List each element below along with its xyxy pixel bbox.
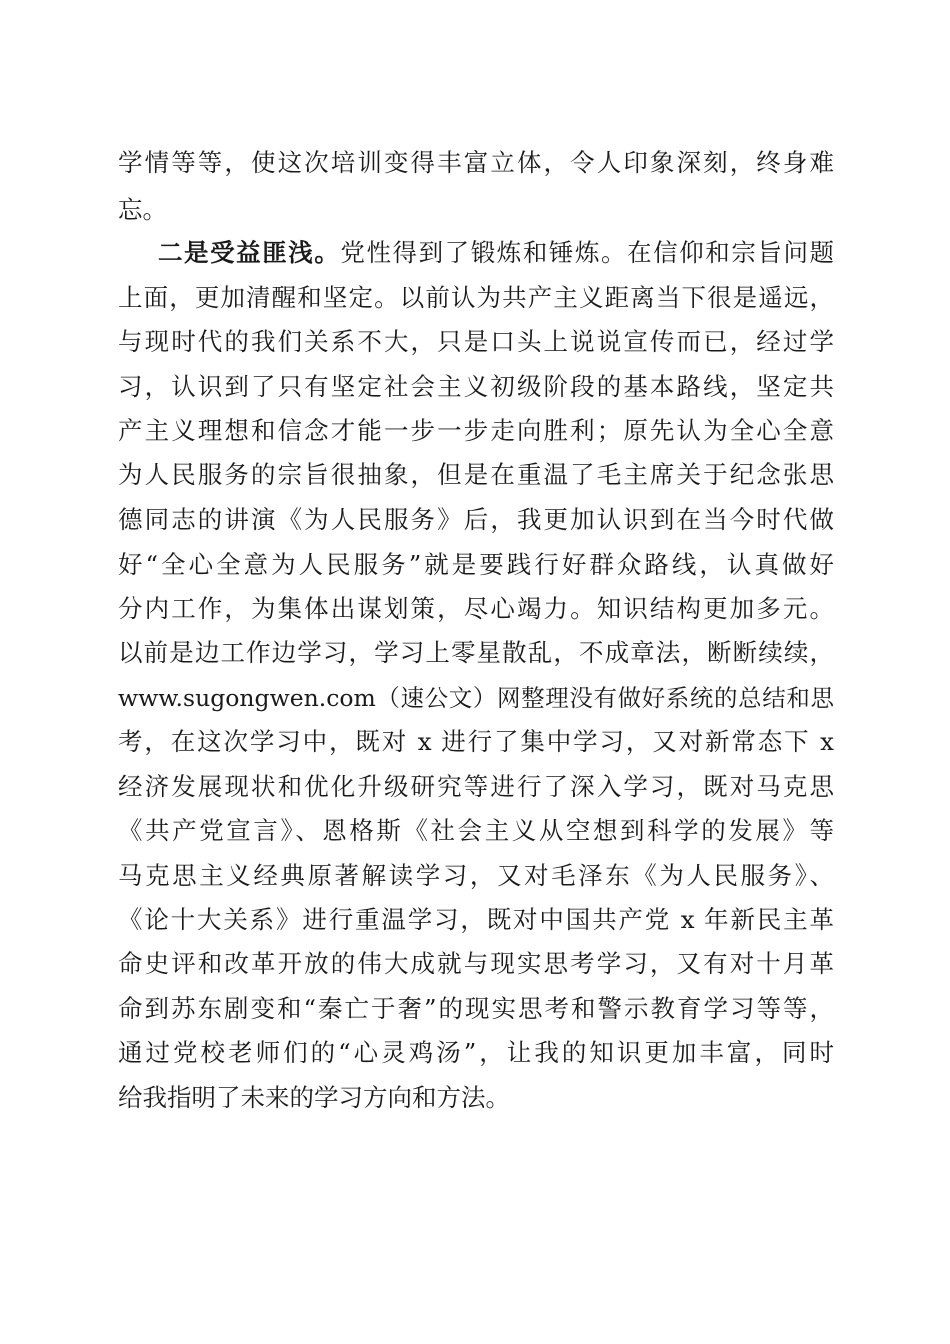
- paragraph-2-line-1: [158, 233, 834, 273]
- paragraph-2-line-15: 马克思主义经典原著解读学习，又对毛泽东《为人民服务》、: [118, 861, 834, 890]
- paragraph-2-line-2: 上面，更加清醒和坚定。以前认为共产主义距离当下很是遥远，: [118, 283, 834, 312]
- paragraph-2-line-7: 德同志的讲演《为人民服务》后，我更加认识到在当今时代做: [118, 505, 834, 534]
- paragraph-2-lead: 二是受益匪浅。: [158, 238, 341, 267]
- paragraph-2-line-11: www.sugongwen.com（速公文）网整理没有做好系统的总结和思: [118, 684, 834, 712]
- paragraph-2-line-6: 为人民服务的宗旨很抽象，但是在重温了毛主席关于纪念张思: [118, 460, 834, 489]
- paragraph-2-line-10: 以前是边工作边学习，学习上零星散乱，不成章法，断断续续，: [118, 638, 834, 667]
- paragraph-2-line-12: 考，在这次学习中，既对 x 进行了集中学习，又对新常态下 x: [118, 727, 834, 756]
- paragraph-2-line-4: 习，认识到了只有坚定社会主义初级阶段的基本路线，坚定共: [118, 372, 834, 401]
- paragraph-2-line-3: 与现时代的我们关系不大，只是口头上说说宣传而已，经过学: [118, 327, 834, 356]
- paragraph-2-line-5: 产主义理想和信念才能一步一步走向胜利；原先认为全心全意: [118, 416, 834, 445]
- paragraph-2-line-9: 分内工作，为集体出谋划策，尽心竭力。知识结构更加多元。: [118, 594, 834, 623]
- paragraph-2-line-14: 《共产党宣言》、恩格斯《社会主义从空想到科学的发展》等: [118, 816, 834, 845]
- paragraph-2-line-20: 给我指明了未来的学习方向和方法。: [118, 1083, 510, 1112]
- paragraph-2-line-19: 通过党校老师们的“心灵鸡汤”，让我的知识更加丰富，同时: [118, 1038, 834, 1067]
- paragraph-2-line-18: 命到苏东剧变和“秦亡于奢”的现实思考和警示教育学习等等，: [118, 994, 834, 1023]
- paragraph-1-line-1: 学情等等，使这次培训变得丰富立体，令人印象深刻，终身难: [118, 148, 834, 177]
- paragraph-1-line-2: 忘。: [118, 195, 167, 224]
- paragraph-2-line-17: 命史评和改革开放的伟大成就与现实思考学习，又有对十月革: [118, 949, 834, 978]
- paragraph-2-line-16: 《论十大关系》进行重温学习，既对中国共产党 x 年新民主革: [118, 905, 834, 934]
- paragraph-2-line-8: 好“全心全意为人民服务”就是要践行好群众路线，认真做好: [118, 550, 834, 579]
- paragraph-2-line-1-rest: 党性得到了锻炼和锤炼。在信仰和宗旨问题: [340, 238, 834, 267]
- paragraph-2-line-13: 经济发展现状和优化升级研究等进行了深入学习，既对马克思: [118, 772, 834, 801]
